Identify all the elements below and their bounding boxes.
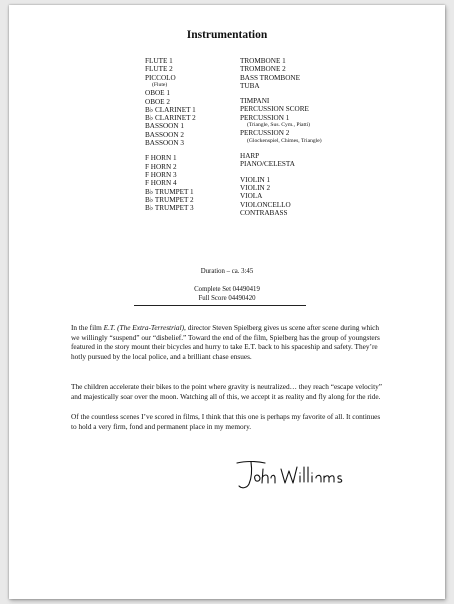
instrument-note: (Glockenspiel, Chimes, Triangle): [247, 137, 322, 144]
list-gap: [240, 169, 322, 176]
instrument-item: B♭ TRUMPET 2: [145, 195, 194, 204]
instrument-item: OBOE 1: [145, 89, 170, 98]
instrument-item: FLUTE 2: [145, 65, 173, 74]
film-title: E.T. (The Extra-Terrestrial): [103, 323, 185, 332]
paragraph-2: The children accelerate their bikes to the point where gravity is neutralized… they reach “escape velocity” and majestically soar over the moon. Watching all of this, we accept it as reality and fly along for the ride.: [71, 382, 382, 401]
instrument-item: TUBA: [240, 81, 260, 90]
paragraph-1: In the film E.T. (The Extra-Terrestrial), director Steven Spielberg gives us scene after scene during which we willingly “suspend” our “disbelief.” Toward the end of the film, Spielberg has the group of youngsters featured in the story mount their bicycles and hurry to take E.T. back to his spaceship and safety. They’re hotly pursued by the local police, and a brilliant chase ensues.: [71, 323, 380, 361]
instrument-item: F HORN 1: [145, 154, 177, 163]
score-page: [9, 5, 445, 599]
instrument-item: B♭ CLARINET 2: [145, 114, 196, 123]
full-score-number: Full Score 04490420: [198, 295, 256, 302]
instrument-list-right: [240, 57, 322, 217]
list-gap: [240, 145, 322, 152]
instrument-item: VIOLIN 1: [240, 175, 271, 184]
instrument-item: BASSOON 1: [145, 122, 184, 131]
instrument-item: PERCUSSION 2: [240, 129, 290, 138]
list-gap: [240, 90, 322, 97]
instrument-item: F HORN 4: [145, 179, 177, 188]
instrument-item: B♭ CLARINET 1: [145, 105, 196, 114]
instrument-list-left: [145, 57, 196, 212]
list-gap: [145, 147, 196, 154]
instrument-item: VIOLONCELLO: [240, 200, 291, 209]
instrument-item: F HORN 3: [145, 170, 177, 179]
instrument-item: BASS TROMBONE: [240, 73, 300, 82]
instrument-item: TROMBONE 1: [240, 57, 286, 65]
divider-rule: [134, 305, 306, 306]
instrument-item: CONTRABASS: [240, 208, 288, 217]
instrument-item: VIOLA: [240, 192, 263, 201]
instrument-item: BASSOON 2: [145, 130, 184, 139]
instrument-note: (Flute): [152, 81, 168, 88]
page-title: Instrumentation: [186, 29, 268, 41]
instrument-item: TROMBONE 2: [240, 65, 286, 74]
instrument-item: PERCUSSION 1: [240, 113, 290, 122]
instrument-item: TIMPANI: [240, 97, 270, 106]
instrument-item: B♭ TRUMPET 1: [145, 187, 194, 196]
instrument-note: (Triangle, Sus. Cym., Piatti): [247, 122, 311, 129]
instrument-item: OBOE 2: [145, 97, 170, 106]
instrument-item: PIANO/CELESTA: [240, 160, 295, 169]
instrument-item: B♭ TRUMPET 3: [145, 204, 194, 213]
instrument-item: BASSOON 3: [145, 139, 184, 148]
complete-set-number: Complete Set 04490419: [194, 286, 260, 293]
paragraph-3: Of the countless scenes I’ve scored in films, I think that this one is perhaps my favorite of all. It continues to hold a very firm, fond and permanent place in my memory.: [71, 412, 381, 431]
instrument-item: VIOLIN 2: [240, 184, 271, 193]
instrument-item: HARP: [240, 152, 260, 161]
instrument-item: F HORN 2: [145, 162, 177, 171]
instrument-item: FLUTE 1: [145, 57, 173, 65]
signature: [231, 457, 351, 493]
instrument-item: PICCOLO: [145, 73, 176, 82]
instrument-item: PERCUSSION SCORE: [240, 105, 309, 114]
duration: Duration – ca. 3:45: [200, 268, 254, 275]
